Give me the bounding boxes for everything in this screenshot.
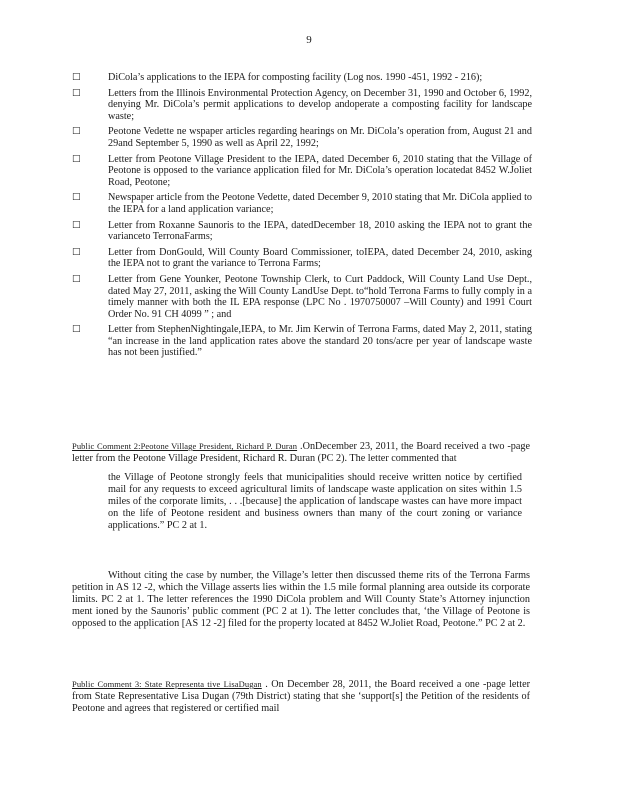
list-item <box>72 154 532 189</box>
list-item-text: Peotone Vedette ne wspaper articles regarding hearings on Mr. DiCola’s operation from, August 21 and 29and September 5, 1990 as well as April 22, 1992; <box>108 126 532 149</box>
bullet-icon: □ <box>72 324 81 335</box>
public-comment-2-intro <box>72 440 530 465</box>
list-item-text: DiCola’s applications to the IEPA for composting facility (Log nos. 1990 -451, 1992 - 216); <box>108 72 483 83</box>
public-comment-2-intro-text: .OnDecember 23, 2011, the Board received a two -page letter from the Peotone Village President, Richard R. Duran (PC 2). The letter commented that <box>72 441 531 464</box>
list-item <box>72 220 532 243</box>
bullet-icon: □ <box>72 153 81 164</box>
bullet-icon: □ <box>72 273 81 284</box>
list-item-text: Newspaper article from the Peotone Vedette, dated December 9, 2010 stating that Mr. DiCola applied to the IEPA for a land application variance; <box>108 192 532 215</box>
public-comment-2-body-text: Without citing the case by number, the Village’s letter then discussed theme rits of the Terrona Farms petition in AS 12 -2, which the Village asserts lies within the 1.5 mile formal planning area outside its corporate limits. PC 2 at 1. The letter references the 1990 DiCola problem and Will County State’s Attorney injunction ment ioned by the Saunoris’ public comment (PC 2 at 1). The letter concludes that, ‘the Village of Peotone is opposed to the application [AS 12 -2] filed for the property located at 8452 W.Joliet Road, Peotone.” PC 2 at 2. <box>72 570 530 629</box>
list-item-text: Letter from StephenNightingale,IEPA, to Mr. Jim Kerwin of Terrona Farms, dated May 2, 2011, stating “an increase in the land application rates above the standard 20 tons/acre per year of landscape waste has not been justified.” <box>108 324 532 359</box>
bullet-icon: □ <box>72 219 81 230</box>
list-item <box>72 72 532 84</box>
public-comment-2-heading: Public Comment 2:Peotone Village President, Richard P. Duran <box>72 441 298 451</box>
bullet-icon: □ <box>72 192 81 203</box>
public-comment-3-intro <box>72 678 530 715</box>
bullet-icon: □ <box>72 87 81 98</box>
list-item-text: Letter from DonGould, Will County Board Commissioner, toIEPA, dated December 24, 2010, asking the IEPA not to grant the variance to Terrona Farms; <box>108 246 532 270</box>
page-number: 9 <box>306 34 312 46</box>
list-item <box>72 192 532 215</box>
list-item <box>72 126 532 149</box>
list-item <box>72 88 532 123</box>
public-comment-2-body <box>72 570 530 630</box>
list-item-text: Letter from Peotone Village President to the IEPA, dated December 6, 2010 stating that the Village of Peotone is opposed to the variance application filed for Mr. DiCola’s operation locatedat 8452 W.Joliet Road, Peotone; <box>108 153 532 188</box>
list-item <box>72 274 532 320</box>
bullet-icon: □ <box>72 72 81 82</box>
public-comment-3-heading: Public Comment 3: State Representa tive LisaDugan <box>72 679 262 689</box>
list-item <box>72 324 532 359</box>
public-comment-3-intro-text: . On December 28, 2011, the Board received a one -page letter from State Representative Lisa Dugan (79th District) stating that she ‘support[s] the Petition of the residents of Peotone and agrees that registered or certified mail <box>72 679 530 714</box>
exhibit-list <box>72 72 532 363</box>
list-item-text: Letters from the Illinois Environmental Protection Agency, on December 31, 1990 and October 6, 1992, denying Mr. DiCola’s permit applications to develop andoperate a composting facility for landscape waste; <box>108 87 532 122</box>
list-item <box>72 247 532 270</box>
list-item-text: Letter from Gene Younker, Peotone Township Clerk, to Curt Paddock, Will County Land Use Dept., dated May 27, 2011, asking the Will County LandUse Dept. to“hold Terrona Farms to fully comply in a timely manner with both the IL EPA response (LPC No . 1970750007 –Will County) and 1991 Court Order No. 91 CH 4099 ” ; and <box>108 273 532 320</box>
bullet-icon: □ <box>72 126 81 137</box>
list-item-text: Letter from Roxanne Saunoris to the IEPA, datedDecember 18, 2010 asking the IEPA not to grant the varianceto TerronaFarms; <box>108 219 532 243</box>
public-comment-2-quote: the Village of Peotone strongly feels that municipalities should receive written notice by certified mail for any requests to exceed agricultural limits of landscape waste application on sites within 1.5 miles of the corporate limits, . . .[because] the application of landscape wastes can have more impact on the life of Peotone resident and business owners than many of the court zoning or variance applications.” PC 2 at 1. <box>108 472 522 531</box>
bullet-icon: □ <box>72 246 81 257</box>
